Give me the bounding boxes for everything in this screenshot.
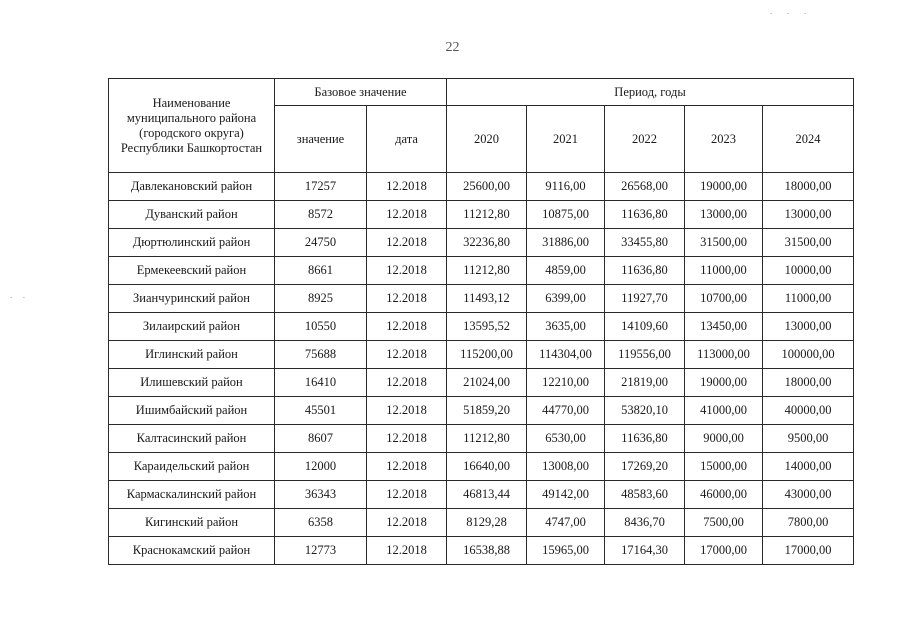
- district-name-cell: Зианчуринский район: [109, 285, 275, 313]
- year-value-cell-2024: 14000,00: [763, 453, 854, 481]
- table-row: [109, 229, 854, 257]
- table-row: [109, 257, 854, 285]
- table-row: [109, 397, 854, 425]
- base-date-cell: 12.2018: [367, 537, 447, 565]
- year-value-cell-2024: 18000,00: [763, 173, 854, 201]
- base-date-cell: 12.2018: [367, 425, 447, 453]
- table-row: [109, 201, 854, 229]
- base-date-cell: 12.2018: [367, 257, 447, 285]
- year-value-cell-2021: 10875,00: [527, 201, 605, 229]
- district-name-cell: Кигинский район: [109, 509, 275, 537]
- year-value-cell-2020: 11212,80: [447, 257, 527, 285]
- year-value-cell-2021: 49142,00: [527, 481, 605, 509]
- year-value-cell-2020: 11212,80: [447, 425, 527, 453]
- year-value-cell-2021: 4859,00: [527, 257, 605, 285]
- year-value-cell-2022: 48583,60: [605, 481, 685, 509]
- year-value-cell-2021: 9116,00: [527, 173, 605, 201]
- base-date-cell: 12.2018: [367, 229, 447, 257]
- base-value-cell: 75688: [275, 341, 367, 369]
- base-value-cell: 8925: [275, 285, 367, 313]
- year-value-cell-2023: 10700,00: [685, 285, 763, 313]
- year-value-cell-2024: 40000,00: [763, 397, 854, 425]
- year-value-cell-2024: 17000,00: [763, 537, 854, 565]
- year-value-cell-2020: 25600,00: [447, 173, 527, 201]
- scan-mark-top-right: . . .: [770, 6, 809, 16]
- year-value-cell-2020: 21024,00: [447, 369, 527, 397]
- base-date-cell: 12.2018: [367, 369, 447, 397]
- year-value-cell-2021: 114304,00: [527, 341, 605, 369]
- year-value-cell-2022: 11636,80: [605, 425, 685, 453]
- base-value-cell: 12773: [275, 537, 367, 565]
- district-name-cell: Калтасинский район: [109, 425, 275, 453]
- year-value-cell-2020: 16538,88: [447, 537, 527, 565]
- year-value-cell-2022: 11927,70: [605, 285, 685, 313]
- district-name-cell: Караидельский район: [109, 453, 275, 481]
- year-value-cell-2022: 33455,80: [605, 229, 685, 257]
- year-value-cell-2022: 17269,20: [605, 453, 685, 481]
- year-value-cell-2022: 26568,00: [605, 173, 685, 201]
- year-value-cell-2023: 31500,00: [685, 229, 763, 257]
- year-value-cell-2020: 51859,20: [447, 397, 527, 425]
- base-date-cell: 12.2018: [367, 397, 447, 425]
- base-value-cell: 8607: [275, 425, 367, 453]
- year-value-cell-2021: 15965,00: [527, 537, 605, 565]
- base-date-cell: 12.2018: [367, 313, 447, 341]
- header-period-group: Период, годы: [447, 79, 854, 106]
- year-value-cell-2022: 14109,60: [605, 313, 685, 341]
- scan-mark-left: . .: [10, 290, 27, 300]
- table-row: [109, 481, 854, 509]
- table-row: [109, 341, 854, 369]
- year-value-cell-2023: 7500,00: [685, 509, 763, 537]
- year-value-cell-2023: 41000,00: [685, 397, 763, 425]
- year-value-cell-2022: 8436,70: [605, 509, 685, 537]
- base-value-cell: 6358: [275, 509, 367, 537]
- table-body: [109, 173, 854, 565]
- year-value-cell-2022: 11636,80: [605, 257, 685, 285]
- table-row: [109, 173, 854, 201]
- base-date-cell: 12.2018: [367, 341, 447, 369]
- year-value-cell-2023: 17000,00: [685, 537, 763, 565]
- year-value-cell-2020: 16640,00: [447, 453, 527, 481]
- base-value-cell: 8661: [275, 257, 367, 285]
- header-year-2020: 2020: [447, 106, 527, 173]
- year-value-cell-2020: 46813,44: [447, 481, 527, 509]
- year-value-cell-2024: 7800,00: [763, 509, 854, 537]
- base-value-cell: 45501: [275, 397, 367, 425]
- base-date-cell: 12.2018: [367, 285, 447, 313]
- year-value-cell-2020: 13595,52: [447, 313, 527, 341]
- year-value-cell-2023: 19000,00: [685, 369, 763, 397]
- district-name-cell: Иглинский район: [109, 341, 275, 369]
- base-date-cell: 12.2018: [367, 453, 447, 481]
- year-value-cell-2024: 10000,00: [763, 257, 854, 285]
- header-year-2022: 2022: [605, 106, 685, 173]
- header-row-top: [109, 79, 854, 106]
- year-value-cell-2023: 9000,00: [685, 425, 763, 453]
- year-value-cell-2020: 32236,80: [447, 229, 527, 257]
- header-base-value-group: Базовое значение: [275, 79, 447, 106]
- year-value-cell-2022: 119556,00: [605, 341, 685, 369]
- district-name-cell: Дуванский район: [109, 201, 275, 229]
- table-row: [109, 453, 854, 481]
- year-value-cell-2023: 46000,00: [685, 481, 763, 509]
- year-value-cell-2024: 11000,00: [763, 285, 854, 313]
- year-value-cell-2021: 6399,00: [527, 285, 605, 313]
- table-row: [109, 509, 854, 537]
- header-value: значение: [275, 106, 367, 173]
- year-value-cell-2022: 53820,10: [605, 397, 685, 425]
- year-value-cell-2023: 13450,00: [685, 313, 763, 341]
- year-value-cell-2021: 3635,00: [527, 313, 605, 341]
- year-value-cell-2023: 11000,00: [685, 257, 763, 285]
- base-date-cell: 12.2018: [367, 509, 447, 537]
- year-value-cell-2021: 44770,00: [527, 397, 605, 425]
- year-value-cell-2020: 11493,12: [447, 285, 527, 313]
- header-year-2023: 2023: [685, 106, 763, 173]
- header-district-name: Наименование муниципального района (городского округа) Республики Башкортостан: [109, 79, 275, 173]
- year-value-cell-2022: 17164,30: [605, 537, 685, 565]
- base-value-cell: 16410: [275, 369, 367, 397]
- district-name-cell: Илишевский район: [109, 369, 275, 397]
- year-value-cell-2024: 13000,00: [763, 201, 854, 229]
- year-value-cell-2021: 4747,00: [527, 509, 605, 537]
- year-value-cell-2024: 31500,00: [763, 229, 854, 257]
- year-value-cell-2021: 6530,00: [527, 425, 605, 453]
- year-value-cell-2023: 19000,00: [685, 173, 763, 201]
- district-name-cell: Ермекеевский район: [109, 257, 275, 285]
- district-name-cell: Краснокамский район: [109, 537, 275, 565]
- table-row: [109, 537, 854, 565]
- year-value-cell-2021: 13008,00: [527, 453, 605, 481]
- year-value-cell-2020: 115200,00: [447, 341, 527, 369]
- year-value-cell-2023: 13000,00: [685, 201, 763, 229]
- year-value-cell-2023: 15000,00: [685, 453, 763, 481]
- district-name-cell: Зилаирский район: [109, 313, 275, 341]
- base-date-cell: 12.2018: [367, 173, 447, 201]
- base-date-cell: 12.2018: [367, 201, 447, 229]
- year-value-cell-2021: 31886,00: [527, 229, 605, 257]
- district-table: [108, 78, 854, 565]
- header-year-2024: 2024: [763, 106, 854, 173]
- table-row: [109, 313, 854, 341]
- district-name-cell: Давлекановский район: [109, 173, 275, 201]
- header-year-2021: 2021: [527, 106, 605, 173]
- district-name-cell: Ишимбайский район: [109, 397, 275, 425]
- base-date-cell: 12.2018: [367, 481, 447, 509]
- table-row: [109, 425, 854, 453]
- district-name-cell: Кармаскалинский район: [109, 481, 275, 509]
- base-value-cell: 10550: [275, 313, 367, 341]
- table-row: [109, 285, 854, 313]
- year-value-cell-2021: 12210,00: [527, 369, 605, 397]
- base-value-cell: 8572: [275, 201, 367, 229]
- page-number: 22: [445, 40, 460, 55]
- year-value-cell-2024: 43000,00: [763, 481, 854, 509]
- year-value-cell-2022: 11636,80: [605, 201, 685, 229]
- header-date: дата: [367, 106, 447, 173]
- table-row: [109, 369, 854, 397]
- year-value-cell-2024: 18000,00: [763, 369, 854, 397]
- base-value-cell: 12000: [275, 453, 367, 481]
- year-value-cell-2020: 11212,80: [447, 201, 527, 229]
- year-value-cell-2024: 13000,00: [763, 313, 854, 341]
- year-value-cell-2022: 21819,00: [605, 369, 685, 397]
- year-value-cell-2024: 100000,00: [763, 341, 854, 369]
- district-name-cell: Дюртюлинский район: [109, 229, 275, 257]
- year-value-cell-2023: 113000,00: [685, 341, 763, 369]
- base-value-cell: 24750: [275, 229, 367, 257]
- base-value-cell: 17257: [275, 173, 367, 201]
- year-value-cell-2020: 8129,28: [447, 509, 527, 537]
- base-value-cell: 36343: [275, 481, 367, 509]
- year-value-cell-2024: 9500,00: [763, 425, 854, 453]
